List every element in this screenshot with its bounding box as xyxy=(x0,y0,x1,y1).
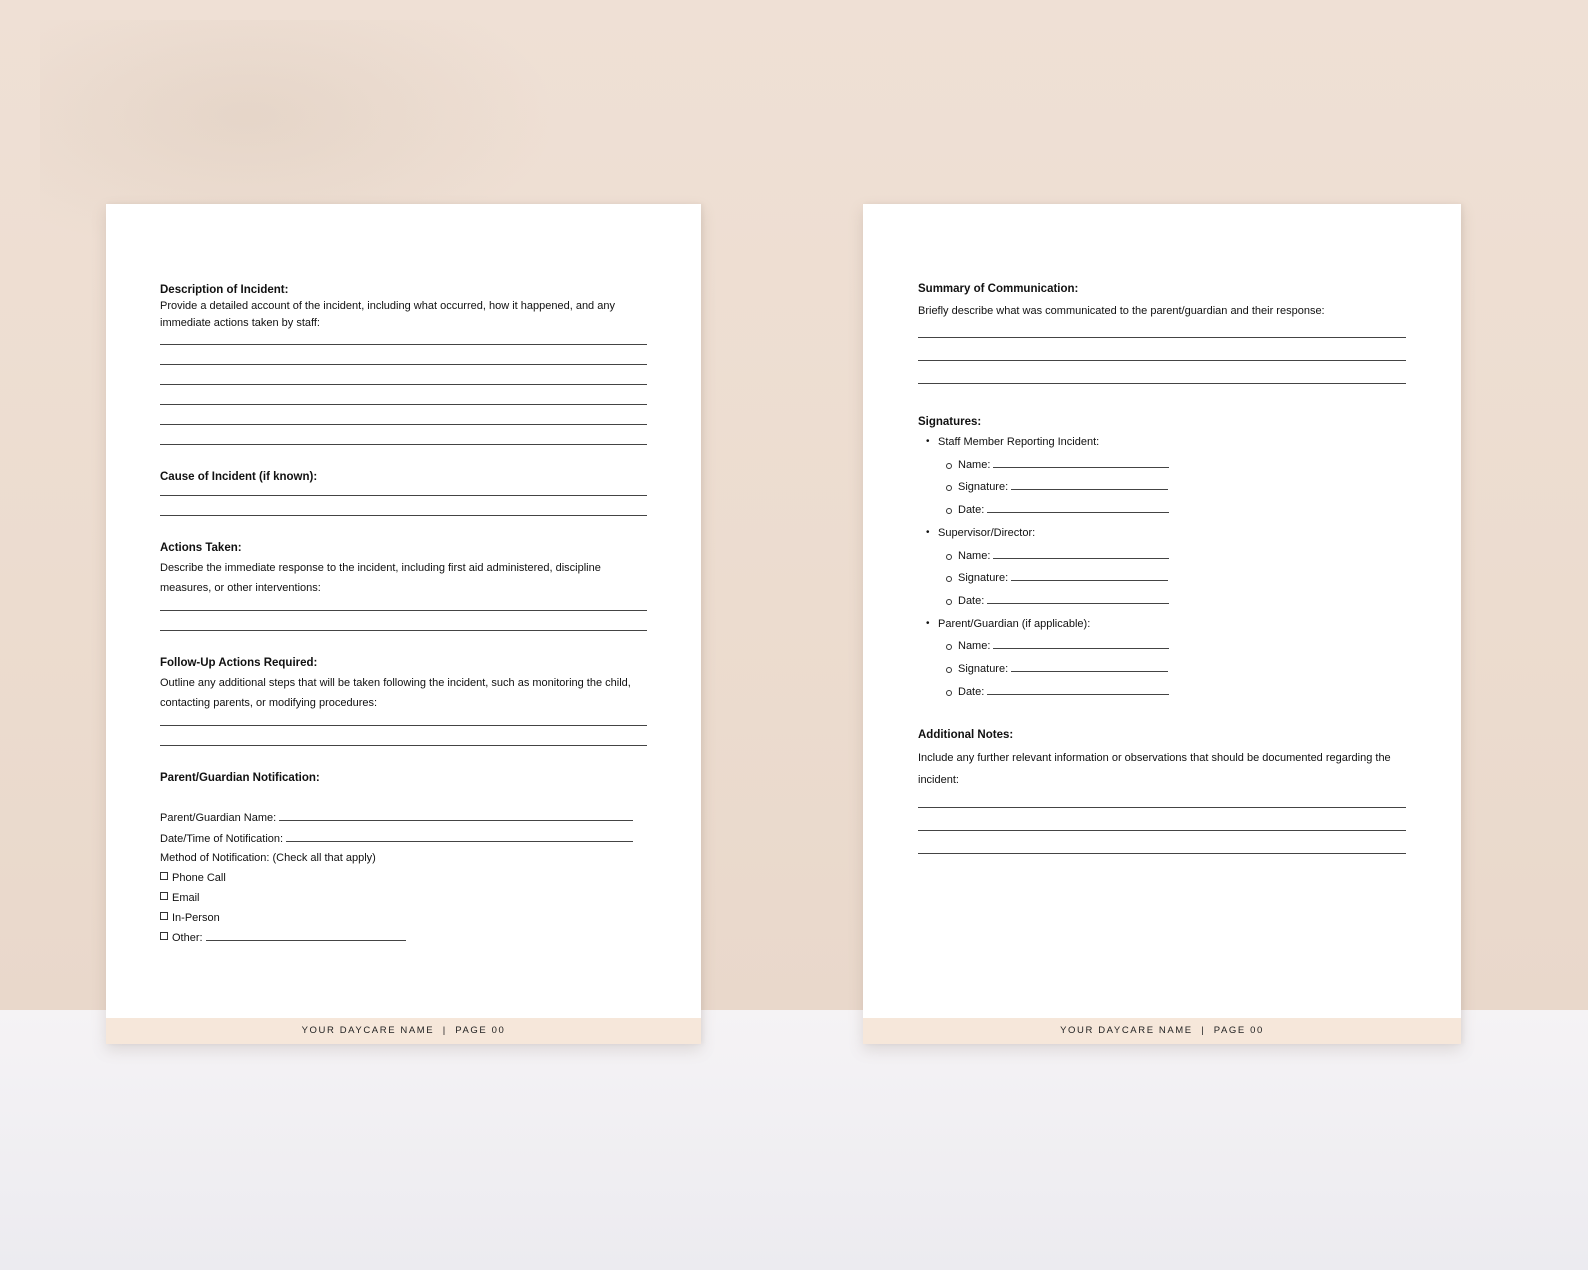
notes-heading: Additional Notes: xyxy=(918,729,1014,742)
name-field[interactable] xyxy=(993,455,1169,468)
page-footer: YOUR DAYCARE NAME | PAGE 00 xyxy=(106,1018,701,1044)
other-method-field[interactable] xyxy=(206,928,406,941)
write-line[interactable] xyxy=(918,830,1406,831)
notification-datetime-field[interactable] xyxy=(286,829,633,842)
option-label: Email xyxy=(172,891,200,904)
notification-fields xyxy=(160,808,647,949)
write-line[interactable] xyxy=(160,404,647,405)
field-label: Name: xyxy=(958,640,991,653)
notes-text: Include any further relevant information or observations that should be documented regarding the incident: xyxy=(918,752,1391,787)
name-field[interactable] xyxy=(993,636,1169,649)
field-label: Name: xyxy=(958,458,991,471)
notification-datetime-label: Date/Time of Notification: xyxy=(160,832,284,845)
form-page-right xyxy=(863,204,1461,1044)
write-line[interactable] xyxy=(160,444,647,445)
date-field[interactable] xyxy=(987,591,1169,604)
guardian-name-label: Parent/Guardian Name: xyxy=(160,812,277,824)
cause-heading: Cause of Incident (if known): xyxy=(160,471,318,483)
guardian-name-field[interactable] xyxy=(279,808,633,821)
field-label: Date: xyxy=(958,504,985,517)
signature-row xyxy=(918,454,1406,477)
signature-group-supervisor: • Supervisor/Director: xyxy=(918,522,1406,545)
write-line[interactable] xyxy=(160,424,647,425)
name-field[interactable] xyxy=(993,546,1169,559)
method-option-other[interactable] xyxy=(160,928,647,949)
notification-heading: Parent/Guardian Notification: xyxy=(160,772,320,784)
form-page-left xyxy=(106,204,701,1044)
field-label: Signature: xyxy=(958,481,1009,494)
signature-list xyxy=(918,431,1406,703)
signature-row xyxy=(918,681,1406,704)
date-field[interactable] xyxy=(987,682,1169,695)
actions-text: Describe the immediate response to the incident, including first aid administered, discipline measures, or other interventions: xyxy=(160,562,601,594)
write-line[interactable] xyxy=(160,745,647,746)
signature-row xyxy=(918,476,1406,499)
field-label: Date: xyxy=(958,685,985,698)
signature-group-staff: • Staff Member Reporting Incident: xyxy=(918,431,1406,454)
description-heading: Description of Incident: xyxy=(160,284,289,296)
signature-row xyxy=(918,590,1406,613)
page-content xyxy=(160,284,647,949)
signature-row xyxy=(918,635,1406,658)
write-line[interactable] xyxy=(160,364,647,365)
write-line[interactable] xyxy=(918,337,1406,338)
checkbox[interactable] xyxy=(160,912,168,920)
method-option-phone[interactable] xyxy=(160,869,647,889)
method-option-in-person[interactable] xyxy=(160,909,647,929)
actions-heading: Actions Taken: xyxy=(160,542,242,554)
signature-row xyxy=(918,658,1406,681)
write-line[interactable] xyxy=(160,725,647,726)
page-content xyxy=(918,283,1406,854)
write-line[interactable] xyxy=(160,495,647,496)
write-line[interactable] xyxy=(160,344,647,345)
checkbox[interactable] xyxy=(160,872,168,880)
signatures-heading: Signatures: xyxy=(918,416,982,428)
write-line[interactable] xyxy=(918,807,1406,808)
write-line[interactable] xyxy=(918,360,1406,361)
guardian-name-row xyxy=(160,808,647,829)
field-label: Signature: xyxy=(958,572,1009,585)
write-line[interactable] xyxy=(918,383,1406,384)
notification-datetime-row xyxy=(160,829,647,850)
summary-heading: Summary of Communication: xyxy=(918,283,1079,295)
description-lines[interactable] xyxy=(160,344,647,445)
signature-row xyxy=(918,499,1406,522)
field-label: Date: xyxy=(958,594,985,607)
signature-field[interactable] xyxy=(1011,477,1168,490)
field-label: Signature: xyxy=(958,663,1009,676)
method-option-email[interactable] xyxy=(160,889,647,909)
date-field[interactable] xyxy=(987,500,1169,513)
option-label: Other: xyxy=(172,932,203,945)
method-label: Method of Notification: (Check all that apply) xyxy=(160,852,376,865)
follow-up-text: Outline any additional steps that will be taken following the incident, such as monitoring the child, contacting parents, or modifying procedures: xyxy=(160,677,631,709)
table-surface xyxy=(0,1010,1588,1270)
option-label: In-Person xyxy=(172,911,220,924)
follow-up-heading: Follow-Up Actions Required: xyxy=(160,657,318,669)
field-label: Name: xyxy=(958,549,991,562)
write-line[interactable] xyxy=(160,515,647,516)
signature-row xyxy=(918,567,1406,590)
write-line[interactable] xyxy=(918,853,1406,854)
description-text: Provide a detailed account of the incident, including what occurred, how it happened, and any immediate actions taken by staff: xyxy=(160,300,615,329)
write-line[interactable] xyxy=(160,384,647,385)
checkbox[interactable] xyxy=(160,892,168,900)
signature-row xyxy=(918,545,1406,568)
write-line[interactable] xyxy=(160,630,647,631)
checkbox[interactable] xyxy=(160,932,168,940)
page-footer: YOUR DAYCARE NAME | PAGE 00 xyxy=(863,1018,1461,1044)
summary-text: Briefly describe what was communicated to the parent/guardian and their response: xyxy=(918,305,1325,317)
signature-group-parent: • Parent/Guardian (if applicable): xyxy=(918,613,1406,636)
signature-field[interactable] xyxy=(1011,659,1168,672)
option-label: Phone Call xyxy=(172,872,226,885)
write-line[interactable] xyxy=(160,610,647,611)
signature-field[interactable] xyxy=(1011,568,1168,581)
